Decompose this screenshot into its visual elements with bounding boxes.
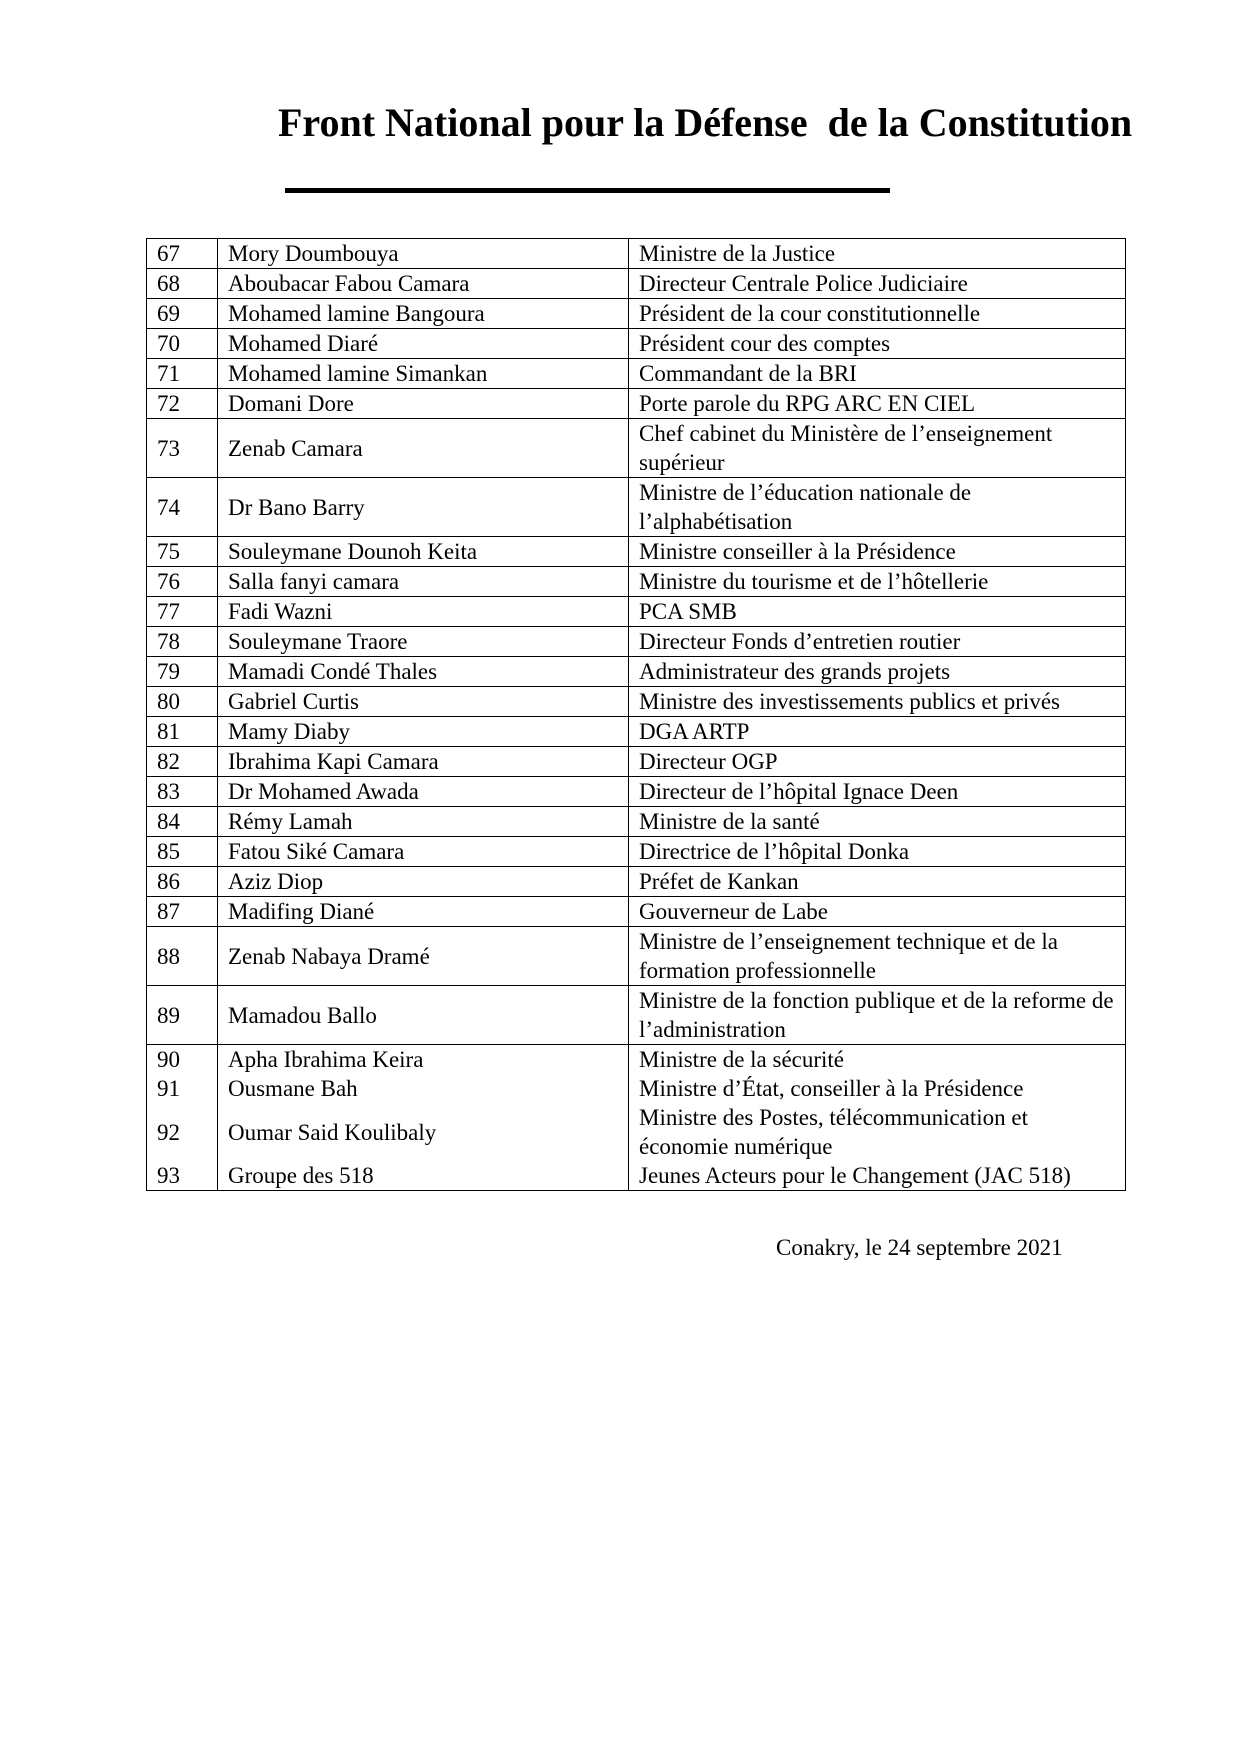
members-table-body bbox=[147, 239, 1126, 1191]
number-cell: 77 bbox=[147, 597, 218, 627]
name-cell: Mohamed lamine Simankan bbox=[218, 359, 629, 389]
name-cell: Mamadi Condé Thales bbox=[218, 657, 629, 687]
table-row bbox=[147, 897, 1126, 927]
table-row bbox=[147, 717, 1126, 747]
group-entry-num: 92 bbox=[157, 1119, 180, 1145]
group-entry-name: Ousmane Bah bbox=[228, 1076, 358, 1101]
number-cell: 88 bbox=[147, 927, 218, 986]
table-row bbox=[147, 777, 1126, 807]
group-entry-name: Groupe des 518 bbox=[228, 1163, 374, 1188]
number-cell: 85 bbox=[147, 837, 218, 867]
name-cell bbox=[218, 1045, 629, 1191]
number-cell: 76 bbox=[147, 567, 218, 597]
name-cell: Ibrahima Kapi Camara bbox=[218, 747, 629, 777]
role-cell: Directeur Fonds d’entretien routier bbox=[629, 627, 1126, 657]
number-cell: 80 bbox=[147, 687, 218, 717]
table-row bbox=[147, 239, 1126, 269]
name-cell: Dr Mohamed Awada bbox=[218, 777, 629, 807]
group-entry-role: Jeunes Acteurs pour le Changement (JAC 518) bbox=[639, 1163, 1071, 1188]
name-cell: Aboubacar Fabou Camara bbox=[218, 269, 629, 299]
name-cell: Madifing Diané bbox=[218, 897, 629, 927]
role-cell: Ministre de l’éducation nationale de l’alphabétisation bbox=[629, 478, 1126, 537]
table-row bbox=[147, 747, 1126, 777]
role-cell: Ministre de la Justice bbox=[629, 239, 1126, 269]
name-cell: Zenab Nabaya Dramé bbox=[218, 927, 629, 986]
role-cell: Ministre de l’enseignement technique et de la formation professionnelle bbox=[629, 927, 1126, 986]
name-cell: Mohamed Diaré bbox=[218, 329, 629, 359]
name-cell: Rémy Lamah bbox=[218, 807, 629, 837]
table-row bbox=[147, 478, 1126, 537]
table-row bbox=[147, 627, 1126, 657]
name-cell: Salla fanyi camara bbox=[218, 567, 629, 597]
role-cell: Commandant de la BRI bbox=[629, 359, 1126, 389]
role-cell: Préfet de Kankan bbox=[629, 867, 1126, 897]
number-cell: 68 bbox=[147, 269, 218, 299]
table-row bbox=[147, 687, 1126, 717]
number-cell: 73 bbox=[147, 419, 218, 478]
role-cell: Directeur de l’hôpital Ignace Deen bbox=[629, 777, 1126, 807]
role-cell: Directeur Centrale Police Judiciaire bbox=[629, 269, 1126, 299]
name-cell: Fadi Wazni bbox=[218, 597, 629, 627]
role-cell: Gouverneur de Labe bbox=[629, 897, 1126, 927]
number-cell: 89 bbox=[147, 986, 218, 1045]
number-cell: 67 bbox=[147, 239, 218, 269]
role-cell: Chef cabinet du Ministère de l’enseignement supérieur bbox=[629, 419, 1126, 478]
table-row bbox=[147, 359, 1126, 389]
role-cell: Porte parole du RPG ARC EN CIEL bbox=[629, 389, 1126, 419]
number-cell: 79 bbox=[147, 657, 218, 687]
number-cell: 87 bbox=[147, 897, 218, 927]
name-cell: Zenab Camara bbox=[218, 419, 629, 478]
name-cell: Souleymane Dounoh Keita bbox=[218, 537, 629, 567]
name-cell: Fatou Siké Camara bbox=[218, 837, 629, 867]
role-cell: DGA ARTP bbox=[629, 717, 1126, 747]
group-entry-role: Ministre d’État, conseiller à la Présidence bbox=[639, 1076, 1024, 1101]
role-cell: Directrice de l’hôpital Donka bbox=[629, 837, 1126, 867]
table-row-group bbox=[147, 1045, 1126, 1191]
role-cell: Ministre de la fonction publique et de la reforme de l’administration bbox=[629, 986, 1126, 1045]
number-cell: 75 bbox=[147, 537, 218, 567]
role-cell: Ministre du tourisme et de l’hôtellerie bbox=[629, 567, 1126, 597]
table-row bbox=[147, 986, 1126, 1045]
table-row bbox=[147, 537, 1126, 567]
role-cell: Président cour des comptes bbox=[629, 329, 1126, 359]
table-row bbox=[147, 867, 1126, 897]
group-entry-name: Oumar Said Koulibaly bbox=[228, 1119, 437, 1145]
table-row bbox=[147, 807, 1126, 837]
title-underline bbox=[285, 188, 890, 193]
table-row bbox=[147, 597, 1126, 627]
number-cell: 84 bbox=[147, 807, 218, 837]
name-cell: Aziz Diop bbox=[218, 867, 629, 897]
role-cell: PCA SMB bbox=[629, 597, 1126, 627]
number-cell: 83 bbox=[147, 777, 218, 807]
group-entry-name: Apha Ibrahima Keira bbox=[228, 1047, 424, 1072]
name-cell: Mamy Diaby bbox=[218, 717, 629, 747]
table-row bbox=[147, 269, 1126, 299]
table-row bbox=[147, 567, 1126, 597]
name-cell: Mory Doumbouya bbox=[218, 239, 629, 269]
place-date: Conakry, le 24 septembre 2021 bbox=[776, 1235, 1063, 1260]
name-cell: Mamadou Ballo bbox=[218, 986, 629, 1045]
name-cell: Mohamed lamine Bangoura bbox=[218, 299, 629, 329]
group-entry-num: 90 bbox=[157, 1047, 180, 1072]
number-cell: 82 bbox=[147, 747, 218, 777]
role-cell: Directeur OGP bbox=[629, 747, 1126, 777]
table-row bbox=[147, 927, 1126, 986]
table-row bbox=[147, 837, 1126, 867]
role-cell bbox=[629, 1045, 1126, 1191]
number-cell: 69 bbox=[147, 299, 218, 329]
role-cell: Ministre conseiller à la Présidence bbox=[629, 537, 1126, 567]
role-cell: Président de la cour constitutionnelle bbox=[629, 299, 1126, 329]
group-entry-num: 91 bbox=[157, 1076, 180, 1101]
table-row bbox=[147, 299, 1126, 329]
group-entry-num: 93 bbox=[157, 1163, 180, 1188]
number-cell: 72 bbox=[147, 389, 218, 419]
table-row bbox=[147, 419, 1126, 478]
role-cell: Administrateur des grands projets bbox=[629, 657, 1126, 687]
number-cell: 78 bbox=[147, 627, 218, 657]
role-cell: Ministre des investissements publics et privés bbox=[629, 687, 1126, 717]
members-table bbox=[146, 238, 1126, 1191]
number-cell bbox=[147, 1045, 218, 1191]
name-cell: Gabriel Curtis bbox=[218, 687, 629, 717]
number-cell: 74 bbox=[147, 478, 218, 537]
group-entry-role: Ministre des Postes, télécommunication et économie numérique bbox=[639, 1105, 1029, 1159]
table-row bbox=[147, 389, 1126, 419]
group-entry-role: Ministre de la sécurité bbox=[639, 1047, 845, 1072]
page-title: Front National pour la Défense de la Constitution bbox=[278, 100, 1133, 145]
table-row bbox=[147, 329, 1126, 359]
table-row bbox=[147, 657, 1126, 687]
number-cell: 86 bbox=[147, 867, 218, 897]
number-cell: 71 bbox=[147, 359, 218, 389]
name-cell: Dr Bano Barry bbox=[218, 478, 629, 537]
number-cell: 81 bbox=[147, 717, 218, 747]
name-cell: Domani Dore bbox=[218, 389, 629, 419]
role-cell: Ministre de la santé bbox=[629, 807, 1126, 837]
name-cell: Souleymane Traore bbox=[218, 627, 629, 657]
number-cell: 70 bbox=[147, 329, 218, 359]
